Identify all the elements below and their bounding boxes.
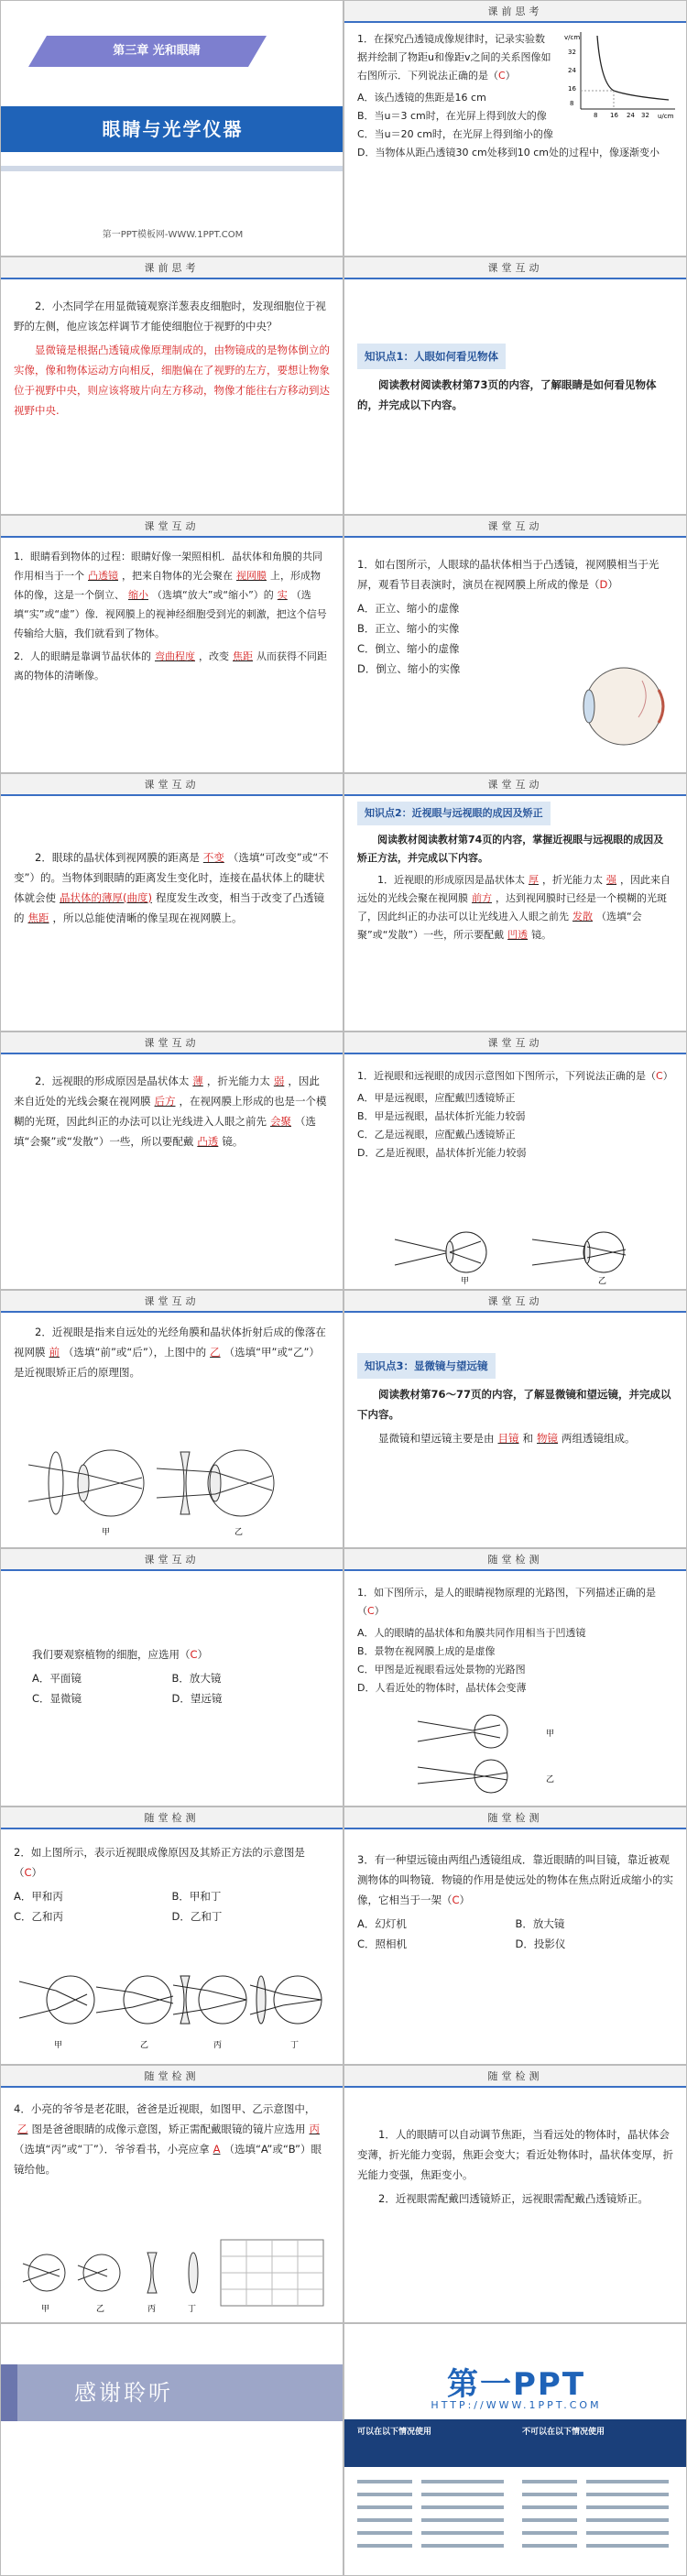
option-d: D．乙是近视眼，晶状体折光能力较弱	[357, 1147, 527, 1159]
question-2: 2．小杰同学在用显微镜观察洋葱表皮细胞时，发现细胞位于视野的左侧，他应该怎样调节才能使细胞位于视野的中央？	[14, 300, 326, 333]
svg-text:丙: 丙	[147, 2305, 157, 2314]
option-b: B．当u＝3 cm时，在光屏上得到放大的像	[357, 110, 547, 122]
link-list	[357, 2476, 678, 2568]
brand-slide[interactable]	[344, 2323, 687, 2576]
slide-test-3[interactable]	[344, 1806, 687, 2065]
option-b: B．正立、缩小的实像	[357, 622, 460, 635]
svg-text:甲: 甲	[102, 1528, 111, 1537]
svg-text:24: 24	[568, 67, 576, 74]
intro-text: 阅读教材第76～77页的内容，了解显微镜和望远镜，并完成以下内容。	[357, 1388, 671, 1421]
eyeball-diagram	[551, 662, 670, 749]
slide-class-1[interactable]	[344, 257, 687, 515]
cover-title: 眼睛与光学仪器	[102, 118, 244, 140]
option-d: D．投影仪	[515, 1937, 566, 1950]
eye-path-diagrams	[409, 1710, 564, 1802]
option-b: B．甲和丁	[171, 1890, 222, 1903]
summary-2: 2．近视眼需配戴凹透镜矫正，远视眼需配戴凸透镜矫正。	[378, 2192, 649, 2205]
eye-diagram-yi	[532, 1232, 626, 1285]
svg-text:乙: 乙	[546, 1775, 555, 1785]
svg-text:乙: 乙	[234, 1528, 244, 1537]
intro-text: 阅读教材阅读教材第73页的内容，了解眼睛是如何看见物体的，并完成以下内容。	[357, 378, 657, 411]
svg-text:16: 16	[568, 85, 576, 93]
summary-1: 1．人的眼睛可以自动调节焦距，当看远处的物体时，晶状体会变薄，折光能力变弱，焦距会变大；看近处物体时，晶状体变厚，折光能力变强，焦距变小。	[357, 2128, 673, 2181]
eye-diagram-jia	[395, 1232, 486, 1285]
option-c: C．乙和丙	[14, 1910, 64, 1923]
svg-text:丁: 丁	[188, 2305, 197, 2314]
svg-text:32: 32	[568, 49, 576, 56]
question-1: 1．在探究凸透镜成像规律时，记录实验数据并绘制了物距u和像距v之间的关系图像如右图所示．下列说法正确的是（C）	[357, 33, 551, 82]
slide-header: 课堂互动	[1, 1291, 343, 1313]
option-a: A．该凸透镜的焦距是16 cm	[357, 92, 486, 104]
slide-test-1[interactable]	[344, 1548, 687, 1806]
svg-text:8: 8	[570, 100, 574, 107]
slide-class-7[interactable]	[344, 1031, 687, 1290]
slide-class-3[interactable]	[344, 515, 687, 773]
slide-header: 课前思考	[344, 1, 686, 23]
slide-class-6[interactable]	[0, 1031, 344, 1290]
option-d: D．人看近处的物体时，晶状体会变薄	[357, 1682, 527, 1694]
chapter-tag: 第三章 光和眼睛	[113, 44, 201, 58]
question: 1．近视眼和远视眼的成因示意图如下图所示，下列说法正确的是（C）	[357, 1070, 673, 1082]
slide-header: 课堂互动	[344, 1032, 686, 1054]
slide-header: 课堂互动	[1, 774, 343, 796]
svg-text:16: 16	[610, 112, 618, 119]
option-c: C．甲图是近视眼看远处景物的光路图	[357, 1664, 526, 1675]
option-d: D．望远镜	[171, 1692, 223, 1705]
option-b: B．景物在视网膜上成的是虚像	[357, 1645, 496, 1657]
question: 我们要观察植物的细胞，应选用（C）	[32, 1648, 209, 1661]
svg-text:32: 32	[641, 112, 649, 119]
slide-pre-think-1[interactable]	[344, 0, 687, 257]
slide-header: 课堂互动	[1, 1549, 343, 1571]
paragraph: 4．小亮的爷爷是老花眼，爸爸是近视眼，如图甲、乙示意图中，乙 图是爸爸眼睛的成像示意图，矫正需配戴眼镜的镜片应选用 丙（选填“丙”或“丁”）．爷爷看书，小亮应拿 A （选填“A”或“B”）眼镜给他。	[14, 2102, 322, 2176]
svg-text:甲: 甲	[41, 2305, 50, 2314]
answer: C	[498, 70, 506, 82]
option-d: D．乙和丁	[171, 1910, 223, 1923]
svg-text:丙: 丙	[213, 2041, 223, 2050]
graph-ylabel: v/cm	[564, 34, 581, 41]
cover-footer: 第一PPT模板网-WWW.1PPT.COM	[102, 230, 244, 240]
knowledge-point: 知识点2：近视眼与远视眼的成因及矫正	[357, 802, 551, 825]
uv-graph	[561, 28, 680, 120]
option-c: C．乙是远视眼，应配戴凸透镜矫正	[357, 1129, 516, 1141]
paragraph-1: 1．眼睛看到物体的过程：眼睛好像一架照相机．晶状体和角膜的共同作用相当于一个 凸透镜 ，把来自物体的光会聚在 视网膜 上，形成物体的像，这是一个倒立、 缩小 （选填“放大”或“缩小”）的 实 （选填“实”或“虚”）像．视网膜上的视神经细胞受到光的刺激，把这个信号传输给大脑，我们就看到了物体。	[14, 551, 327, 639]
question: 1．如下图所示，是人的眼睛视物原理的光路图，下列描述正确的是（C）	[357, 1587, 656, 1617]
slide-header: 课堂互动	[344, 257, 686, 279]
license-allowed-title: 可以在以下情况使用	[357, 2428, 432, 2437]
slide-header: 随堂检测	[344, 2066, 686, 2088]
slide-header: 随堂检测	[344, 1807, 686, 1829]
diagram-jia	[28, 1450, 144, 1537]
knowledge-point: 知识点3：显微镜与望远镜	[357, 1353, 496, 1379]
slide-class-2[interactable]	[0, 515, 344, 773]
slide-header: 课前思考	[1, 257, 343, 279]
slide-test-2[interactable]	[0, 1806, 344, 2065]
slide-header: 随堂检测	[1, 2066, 343, 2088]
cover-slide[interactable]	[0, 0, 344, 257]
option-a: A．幻灯机	[357, 1917, 407, 1930]
thanks-slide[interactable]	[0, 2323, 344, 2576]
slide-class-4[interactable]	[0, 773, 344, 1031]
option-c: C．照相机	[357, 1937, 408, 1950]
option-d: D．倒立、缩小的实像	[357, 662, 461, 675]
slide-pre-think-2[interactable]	[0, 257, 344, 515]
slide-header: 随堂检测	[344, 1549, 686, 1571]
slide-header: 课堂互动	[344, 1291, 686, 1313]
slide-header: 随堂检测	[1, 1807, 343, 1829]
svg-text:乙: 乙	[598, 1277, 607, 1285]
slide-header: 课堂互动	[1, 516, 343, 538]
option-c: C．倒立、缩小的虚像	[357, 642, 460, 655]
brand-url[interactable]: HTTP://WWW.1PPT.COM	[431, 2399, 602, 2411]
option-c: C．当u＝20 cm时，在光屏上得到缩小的像	[357, 128, 553, 140]
slide-class-8[interactable]	[0, 1290, 344, 1548]
glasses-diagrams	[19, 2236, 331, 2319]
graph-xlabel: u/cm	[658, 113, 674, 120]
svg-text:8: 8	[594, 112, 598, 119]
svg-text:乙: 乙	[140, 2041, 149, 2050]
question: 3．有一种望远镜由两组凸透镜组成．靠近眼睛的叫目镜，靠近被观测物体的叫物镜．物镜的作用是使远处的物体在焦点附近成缩小的实像，它相当于一架（C）	[357, 1853, 673, 1906]
brand-logo: 第一PPT	[446, 2366, 586, 2403]
svg-text:丁: 丁	[290, 2041, 300, 2050]
license-bar	[344, 2419, 687, 2467]
slide-header: 课堂互动	[344, 516, 686, 538]
thanks-art	[1, 2324, 344, 2576]
knowledge-point: 知识点1：人眼如何看见物体	[357, 344, 506, 369]
correction-diagrams	[28, 1437, 303, 1538]
slide-test-4[interactable]	[0, 2065, 344, 2323]
answer-text: 显微镜是根据凸透镜成像原理制成的，由物镜成的是物体倒立的实像，像和物体运动方向相反，细胞偏在了视野的左方，要想让物象位于视野中央，则应该将玻片向左方移动，物像才能往右方移动到达视野中央.	[14, 344, 330, 417]
slide-class-9[interactable]	[344, 1290, 687, 1548]
option-b: B．放大镜	[515, 1917, 565, 1930]
intro-text: 阅读教材阅读教材第74页的内容，掌握近视眼与远视眼的成因及矫正方法，并完成以下内容。	[357, 834, 664, 864]
option-a: A．甲和丙	[14, 1890, 63, 1903]
thanks-text: 感谢聆听	[74, 2380, 173, 2406]
question: 1．如右图所示，人眼球的晶状体相当于凸透镜，视网膜相当于光屏，观看节目表演时，演员在视网膜上所成的像是（D）	[357, 558, 660, 591]
paragraph-2: 2．人的眼睛是靠调节晶状体的 弯曲程度 ，改变 焦距 从而获得不同距离的物体的清晰像。	[14, 650, 327, 682]
option-b: B．甲是远视眼，晶状体折光能力较弱	[357, 1110, 526, 1122]
svg-text:24: 24	[627, 112, 635, 119]
license-forbidden-title: 不可以在以下情况使用	[522, 2428, 605, 2437]
paragraph: 显微镜和望远镜主要是由 目镜 和 物镜 两组透镜组成。	[378, 1432, 636, 1445]
option-a: A．平面镜	[32, 1672, 82, 1685]
slide-class-5[interactable]	[344, 773, 687, 1031]
option-a: A．人的眼睛的晶状体和角膜共同作用相当于凹透镜	[357, 1627, 586, 1639]
slide-test-5[interactable]	[344, 2065, 687, 2323]
four-eye-diagrams	[19, 1954, 326, 2055]
slide-class-10[interactable]	[0, 1548, 344, 1806]
paragraph: 2．远视眼的形成原因是晶状体太 薄 ，折光能力太 弱 ，因此来自近处的光线会聚在视网膜 后方 ，在视网膜上形成的也是一个模糊的光斑，因此纠正的办法可以让光线进入人眼之前先 会聚 （选填“会聚”或“发散”）一些，所以要配戴 凸透 镜。	[14, 1075, 327, 1148]
paragraph: 1．近视眼的形成原因是晶状体太 厚 ，折光能力太 强 ，因此来自远处的光线会聚在视网膜 前方 ，达到视网膜时已经是一个模糊的光斑了，因此纠正的办法可以让光线进入人眼之前先 发散 （选填“会聚”或“发散”）一些，所示要配戴 凹透 镜。	[357, 874, 671, 941]
diagram-yi	[157, 1450, 274, 1537]
option-b: B．放大镜	[171, 1672, 222, 1685]
svg-text:乙: 乙	[96, 2305, 105, 2314]
svg-text:甲: 甲	[546, 1730, 555, 1739]
svg-text:甲: 甲	[54, 2041, 63, 2050]
svg-text:甲: 甲	[461, 1277, 470, 1285]
eye-diagrams	[386, 1225, 651, 1285]
option-d: D．当物体从距凸透镜30 cm处移到10 cm处的过程中，像逐渐变小	[357, 147, 660, 158]
option-c: C．显微镜	[32, 1692, 82, 1705]
slide-header: 课堂互动	[1, 1032, 343, 1054]
slide-header: 课堂互动	[344, 774, 686, 796]
option-a: A．正立、缩小的虚像	[357, 602, 460, 615]
option-a: A．甲是远视眼，应配戴凹透镜矫正	[357, 1092, 516, 1104]
question: 2．如上图所示，表示近视眼成像原因及其矫正方法的示意图是（C）	[14, 1846, 305, 1879]
paragraph: 2．近视眼是指来自远处的光经角膜和晶状体折射后成的像落在视网膜 前 （选填“前”或“后”），上图中的 乙 （选填“甲”或“乙”）是近视眼矫正后的原理图。	[14, 1326, 326, 1379]
paragraph: 2．眼球的晶状体到视网膜的距离是 不变 （选填“可改变”或“不变”）的。当物体到眼睛的距离发生变化时，连接在晶状体上的睫状体就会使 晶状体的薄厚(曲度) 程度发生改变，相当于改变了凸透镜的 焦距 ，所以总能使清晰的像呈现在视网膜上。	[14, 851, 329, 924]
